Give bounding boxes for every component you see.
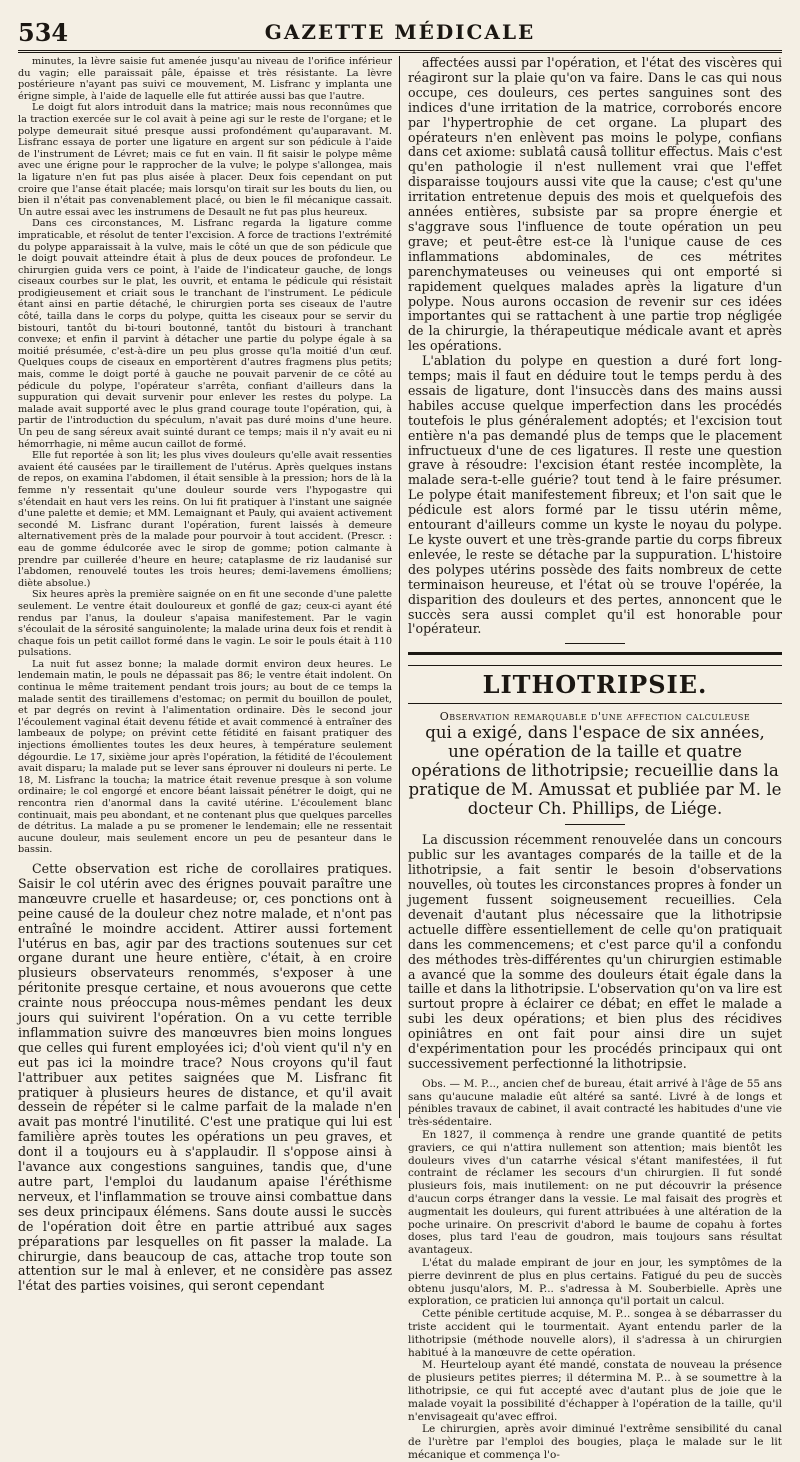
paragraph: Cette pénible certitude acquise, M. P... songea à se débarrasser du triste accident qui le tourmentait. Ayant entendu parler de la lithotripsie (méthode nouvelle alors), il s'adressa à un chirurgien habitué à la manœuvre de cette opération.: [408, 1308, 782, 1359]
paragraph: En 1827, il commença à rendre une grande quantité de petits graviers, ce qui n'attira nullement son attention; mais bientôt les douleurs vives d'un catarrhe vésical s'étant manifestées, il fut contraint de réclamer les secours d'un chirurgien. Il fut sondé plusieurs fois, mais inutilement: on ne put découvrir la présence d'aucun corps étranger dans la vessie. Le mal faisait des progrès et augmentait les douleurs, qui furent attribuées à une altération de la poche urinaire. On prescrivit d'abord le baume de copahu à fortes doses, plus tard l'eau de goudron, mais toujours sans résultat avantageux.: [408, 1129, 782, 1257]
paragraph: minutes, la lèvre saisie fut amenée jusqu'au niveau de l'orifice inférieur du vagin; elle paraissait pâle, épaisse et très résistante. La lèvre postérieure n'ayant pas suivi ce mouvement, M. Lisfranc y implanta une érigne simple, à l'aide de laquelle elle fut attirée aussi bas que l'autre.: [18, 56, 392, 102]
end-rule: [565, 643, 625, 644]
paragraph: L'ablation du polype en question a duré fort long-temps; mais il faut en déduire tout le temps perdu à des essais de ligature, dont l'insuccès dans des mains aussi habiles accuse quelque imperfection dans les procédés toutefois le plus généralement adoptés; et l'excision tout entière n'a pas demandé plus de temps que le placement infructueux d'une de ces ligatures. Il reste une question grave à résoudre: l'excision étant restée incomplète, la malade sera-t-elle guérie? tout tend à le faire présumer. Le polype était manifestement fibreux; et l'on sait que le pédicule est alors formé par le tissu utérin même, entourant d'ailleurs comme un kyste le noyau du polype. Le kyste ouvert et une très-grande partie du corps fibreux enlevée, le reste se détache par la suppuration. L'histoire des polypes utérins possède des faits nombreux de cette terminaison heureuse, et l'état où se trouve l'opérée, la disparition des douleurs et des pertes, annoncent que le succès sera aussi complet qu'il est honorable pour l'opérateur.: [408, 353, 782, 637]
paragraph: affectées aussi par l'opération, et l'état des viscères qui réagiront sur la plaie qu'on va faire. Dans le cas qui nous occupe, ces douleurs, ces pertes sanguines sont des indices d'une irritation de la matrice, corroborés encore par l'hypertrophie de cet organe. La plupart des opérateurs n'en enlèvent pas moins le polype, confians dans cet axiome: sublatâ causâ tollitur effectus. Mais c'est qu'en pathologie il n'est nullement vrai que l'effet disparaisse toujours aussi vite que la cause; c'est qu'une irritation entretenue depuis des mois et quelquefois des années entières, subsiste par sa propre énergie et s'aggrave sous l'influence de toute opération un peu grave; et peut-être est-ce là l'unique cause de ces inflammations abdominales, de ces métrites parenchymateuses ou veineuses qui ont emporté si rapidement quelques malades après la ligature d'un polype. Nous aurons occasion de revenir sur ces idées importantes qui se rattachent à une partie trop négligée de la chirurgie, la thérapeutique médicale avant et après les opérations.: [408, 55, 782, 354]
paragraph: Six heures après la première saignée on en fit une seconde d'une palette seulement. Le ventre était douloureux et gonflé de gaz; ceux-ci ayant été rendus par l'anus, la douleur s'apaisa manifestement. Par le vagin s'écoulait de la sérosité sanguinolente; la malade urina deux fois et rendit à chaque fois un petit caillot formé dans le vagin. Le soir le pouls était à 110 pulsations.: [18, 589, 392, 659]
section-separator: [408, 652, 782, 655]
journal-title: GAZETTE MÉDICALE: [264, 20, 536, 44]
paragraph: M. Heurteloup ayant été mandé, constata de nouveau la présence de plusieurs petites pierres; il détermina M. P... à se soumettre à la lithotripsie, ce qui fut accepté avec d'autant plus de joie que le malade voyait la possibilité d'échapper à l'opération de la taille, qu'il n'envisageait qu'avec effroi.: [408, 1359, 782, 1423]
page-header: [18, 18, 782, 48]
paragraph: La discussion récemment renouvelée dans un concours public sur les avantages comparés de la taille et de la lithotripsie, a fait sentir le besoin d'observations nouvelles, où toutes les circonstances propres à fonder un jugement fussent soigneusement recueillies. Cela devenait d'autant plus nécessaire que la lithotripsie actuelle diffère essentiellement de celle qu'on pratiquait dans les commencemens; et c'est parce qu'il a confondu des méthodes très-différentes qu'un chirurgien estimable a avancé que la somme des douleurs était égale dans la taille et dans la lithotripsie. L'observation qu'on va lire est surtout propre à éclairer ce débat; en effet le malade a subi les deux opérations; et bien plus des récidives opiniâtres en ont fait pour ainsi dire un sujet d'expérimentation pour les procédés principaux qui ont successivement perfectionné la lithotripsie.: [408, 832, 782, 1071]
page-number: 534: [18, 18, 69, 47]
right-column: [408, 55, 782, 1461]
paragraph: Le doigt fut alors introduit dans la matrice; mais nous reconnûmes que la traction exercée sur le col avait à peine agi sur le reste de l'organe; et le polype demeurait situé presque aussi profondément qu'auparavant. M. Lisfranc essaya de porter une ligature en argent sur son pédicule à l'aide de l'instrument de Lévret; mais ce fut en vain. Il fit saisir le polype même avec une érigne pour le rapprocher de la vulve; le polype s'allongea, mais la ligature n'en fut pas plus aisée à placer. Deux fois cependant on put croire que l'anse était placée; mais lorsqu'on tirait sur les bouts du lien, ou bien il n'était pas convenablement placé, ou bien le fil mécanique cassait. Un autre essai avec les instrumens de Desault ne fut pas plus heureux.: [18, 102, 392, 218]
article-subtitle: qui a exigé, dans l'espace de six années, une opération de la taille et quatre opérations de lithotripsie; recueillie dans la pratique de M. Amussat et publiée par M. le docteur Ch. Phillips, de Liége.: [408, 723, 782, 819]
section-title: LITHOTRIPSIE.: [408, 665, 782, 704]
article-subtitle-caps: Observation remarquable d'une affection calculeuse: [439, 710, 751, 724]
paragraph: L'état du malade empirant de jour en jour, les symptômes de la pierre devinrent de plus en plus certains. Fatigué du peu de succès obtenu jusqu'alors, M. P... s'adressa à M. Souberbielle. Après une exploration, ce praticien lui annonça qu'il portait un calcul.: [408, 1257, 782, 1308]
column-divider: [399, 56, 400, 1118]
paragraph: Cette observation est riche de corollaires pratiques. Saisir le col utérin avec des érignes pouvait paraître une manœuvre cruelle et hasardeuse; or, ces ponctions ont à peine causé de la douleur chez notre malade, et n'ont pas entraîné le moindre accident. Attirer aussi fortement l'utérus en bas, agir par des tractions soutenues sur cet organe durant une heure entière, c'était, à en croire plusieurs observateurs renommés, s'exposer à une péritonite presque certaine, et nous avouerons que cette crainte nous préoccupa nous-mêmes pendant les deux jours qui suivirent l'opération. On a vu cette terrible inflammation suivre des manœuvres bien moins longues que celles qui furent employées ici; d'où vient qu'il n'y en eut pas ici la moindre trace? Nous croyons qu'il faut l'attribuer aux petites saignées que M. Lisfranc fit pratiquer à plusieurs heures de distance, et qu'il avait dessein de répéter si le calme parfait de la malade n'en avait pas montré l'inutilité. C'est une pratique qui lui est familière après toutes les opérations un peu graves, et dont il a toujours eu à s'applaudir. Il s'oppose ainsi à l'avance aux congestions sanguines, tandis que, d'une autre part, l'emploi du laudanum apaise l'éréthisme nerveux, et l'inflammation se trouve ainsi combattue dans ses deux principaux élémens. Sans doute aussi le succès de l'opération doit être en partie attribué aux sages préparations par lesquelles on fit passer la malade. La chirurgie, dans beaucoup de cas, attache trop toute son attention sur le mal à enlever, et ne considère pas assez l'état des parties voisines, qui seront cependant: [18, 860, 392, 1294]
subtitle-rule: [565, 824, 625, 825]
paragraph: La nuit fut assez bonne; la malade dormit environ deux heures. Le lendemain matin, le pouls ne dépassait pas 86; le ventre était indolent. On continua le même traitement pendant trois jours; au bout de ce temps la malade sentit des tiraillemens d'estomac; on permit du bouillon de poulet, et par degrés on revint à l'alimentation ordinaire. Dès le second jour l'écoulement vaginal était devenu fétide et avait commencé à entraîner des lambeaux de polype; on prévint cette fétidité en faisant pratiquer des injections émollientes toutes les deux heures, à température seulement dégourdie. Le 17, sixième jour après l'opération, la fétidité de l'écoulement avait disparu; la malade put se lever sans éprouver ni douleurs ni perte. Le 18, M. Lisfranc la toucha; la matrice était revenue presque à son volume ordinaire; le col engorgé et encore béant laissait pénétrer le doigt, qui ne rencontra rien d'anormal dans la cavité utérine. L'écoulement blanc continuait, mais peu abondant, et ne contenant plus que quelques parcelles de détritus. La malade a pu se promener le lendemain; elle ne ressentait aucune douleur, mais seulement encore un peu de pesanteur dans le bassin.: [18, 658, 392, 856]
paragraph: Le chirurgien, après avoir diminué l'extrême sensibilité du canal de l'urètre par l'emploi des bougies, plaça le malade sur le lit mécanique et commença l'o-: [408, 1423, 782, 1461]
paragraph: Elle fut reportée à son lit; les plus vives douleurs qu'elle avait ressenties avaient été causées par le tiraillement de l'utérus. Après quelques instans de repos, on examina l'abdomen, il était sensible à la pression; hors de là la femme n'y ressentait qu'une douleur sourde vers l'hypogastre qui s'étendait en haut vers les reins. On lui fit pratiquer à l'instant une saignée d'une palette et demie; et MM. Lemaignant et Pauly, qui avaient activement secondé M. Lisfranc durant l'opération, furent laissés à demeure alternativement près de la malade pour pourvoir à tout accident. (Prescr. : eau de gomme édulcorée avec le sirop de gomme; potion calmante à prendre par cuillerée d'heure en heure; cataplasme de riz laudanisé sur l'abdomen, renouvelé toutes les trois heures; demi-lavemens émolliens; diète absolue.): [18, 450, 392, 589]
paragraph: Obs. — M. P..., ancien chef de bureau, était arrivé à l'âge de 55 ans sans qu'aucune maladie eût altéré sa santé. Livré à de longs et pénibles travaux de cabinet, il avait contracté les habitudes d'une vie très-sédentaire.: [408, 1077, 782, 1129]
header-rule: [18, 50, 782, 53]
left-column: [18, 56, 392, 1294]
paragraph: Dans ces circonstances, M. Lisfranc regarda la ligature comme impraticable, et résolut de tenter l'excision. A force de tractions l'extrémité du polype apparaissait à la vulve, mais le côté un que de son pédicule que le doigt pouvait atteindre était à plus de deux pouces de profondeur. Le chirurgien guida vers ce point, à l'aide de l'indicateur gauche, de longs ciseaux courbes sur le plat, les ouvrit, et entama le pédicule qui résistait prodigieusement et criait sous le tranchant de l'instrument. Le pédicule étant ainsi en partie détaché, le chirurgien porta ses ciseaux de l'autre côté, tailla dans le corps du polype, quitta les ciseaux pour se servir du bistouri, tantôt du bi-touri boutonné, tantôt du bistouri à tranchant convexe; et enfin il parvint à détacher une partie du polype égale à sa moitié présumée, c'est-à-dire un peu plus grosse qu'la moitié d'un œuf. Quelques coups de ciseaux en emportèrent d'autres fragmens plus petits; mais, comme le doigt porté à gauche ne pouvait parvenir de ce côté au pédicule du polype, l'opérateur s'arrêta, confiant d'ailleurs dans la suppuration qui devait survenir pour enlever les restes du polype. La malade avait supporté avec le plus grand courage toute l'opération, qui, à partir de l'introduction du spéculum, n'avait pas duré moins d'une heure. Un peu de sang séreux avait suinté durant ce temps; mais il n'y avait eu ni hémorrhagie, ni même aucun caillot de formé.: [18, 218, 392, 450]
